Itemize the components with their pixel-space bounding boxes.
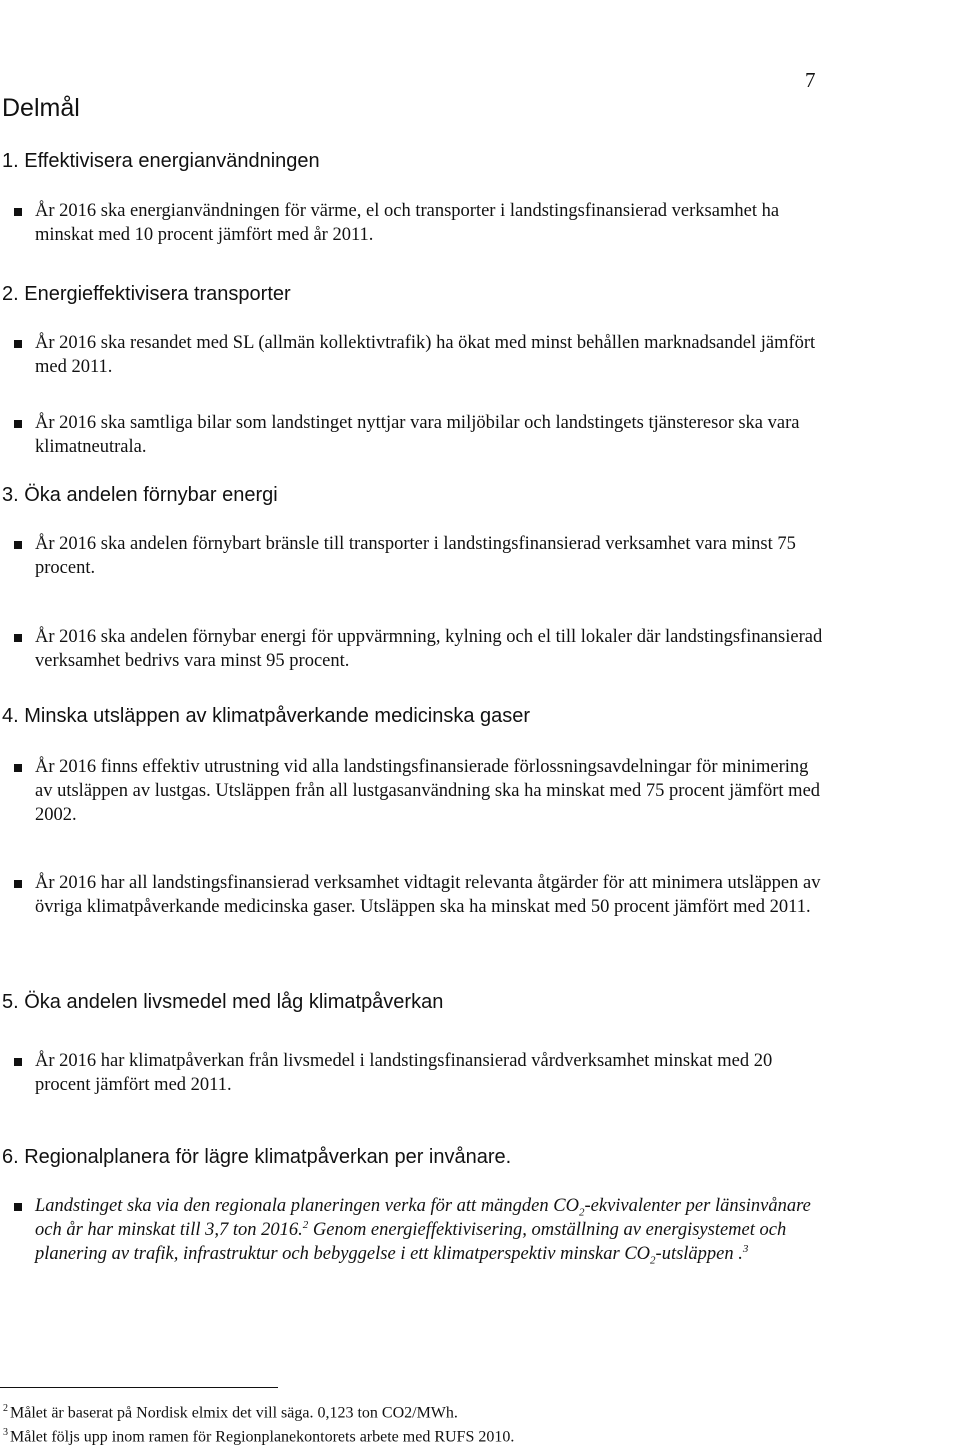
bullet-icon <box>14 1203 22 1211</box>
bullet-icon <box>14 340 22 348</box>
page-number: 7 <box>805 68 816 92</box>
bullet-icon <box>14 1058 22 1066</box>
page-title: Delmål <box>2 94 80 122</box>
footnote-2 <box>3 1403 458 1422</box>
section-heading-1: 1. Effektivisera energianvändningen <box>2 150 320 172</box>
footnote-text: Målet följs upp inom ramen för Regionplanekontorets arbete med RUFS 2010. <box>10 1428 515 1446</box>
list-item-text: År 2016 har all landstingsfinansierad verksamhet vidtagit relevanta åtgärder för att minimera utsläppen av övriga klimatpåverkande medicinska gaser. Utsläppen ska ha minskat med 50 procent jämfört med 2011. <box>35 873 821 917</box>
bullet-icon <box>14 764 22 772</box>
section-heading-5: 5. Öka andelen livsmedel med låg klimatpåverkan <box>2 991 444 1013</box>
section-heading-6: 6. Regionalplanera för lägre klimatpåverkan per invånare. <box>2 1146 512 1168</box>
footnote-number: 3 <box>3 1427 8 1438</box>
list-item-text: År 2016 ska andelen förnybar energi för uppvärmning, kylning och el till lokaler där landstingsfinansierad verksamhet bedrivs vara minst 95 procent. <box>35 627 823 671</box>
list-item-text: År 2016 finns effektiv utrustning vid alla landstingsfinansierade förlossningsavdelningar för minimering av utsläppen av lustgas. Utsläppen från all lustgasanvändning ska ha minskat med 75 procent jämfört med 2002. <box>35 757 821 825</box>
list-item-text: År 2016 ska resandet med SL (allmän kollektivtrafik) ha ökat med minst behållen marknadsandel jämfört med 2011. <box>35 333 816 377</box>
list-item-text: År 2016 ska andelen förnybart bränsle till transporter i landstingsfinansierad verksamhet vara minst 75 procent. <box>35 534 796 578</box>
section-heading-2: 2. Energieffektivisera transporter <box>2 283 291 305</box>
list-item-text: År 2016 ska energianvändningen för värme, el och transporter i landstingsfinansierad verksamhet ha minskat med 10 procent jämfört med år 2011. <box>35 201 780 245</box>
list-item-text: År 2016 ska samtliga bilar som landstinget nyttjar vara miljöbilar och landstingets tjänsteresor ska vara klimatneutrala. <box>35 413 800 457</box>
bullet-icon <box>14 634 22 642</box>
section-heading-3: 3. Öka andelen förnybar energi <box>2 484 278 506</box>
list-item-text: År 2016 har klimatpåverkan från livsmedel i landstingsfinansierad vårdverksamhet minskat med 20 procent jämfört med 2011. <box>35 1051 773 1095</box>
regional-planning-text: Landstinget ska via den regionala planeringen verka för att mängden $CO_2$-ekvivalenter per länsinvånare och år har minskat till 3,7 ton 2016.$^2$ Genom energieffektivisering, omställning av energisystemet och planering av trafik, infrastruktur och bebyggelse i ett klimatperspektiv minskar $CO_2$-utsläppen .$^3$ <box>35 1196 811 1267</box>
bullet-icon <box>14 208 22 216</box>
footnote-3 <box>3 1427 514 1446</box>
bullet-icon <box>14 420 22 428</box>
bullet-icon <box>14 541 22 549</box>
footnote-text: Målet är baserat på Nordisk elmix det vill säga. 0,123 ton CO2/MWh. <box>10 1404 458 1422</box>
bullet-icon <box>14 880 22 888</box>
footnote-number: 2 <box>3 1403 8 1414</box>
footnote-divider <box>0 1387 278 1388</box>
section-heading-4: 4. Minska utsläppen av klimatpåverkande medicinska gaser <box>2 705 531 727</box>
